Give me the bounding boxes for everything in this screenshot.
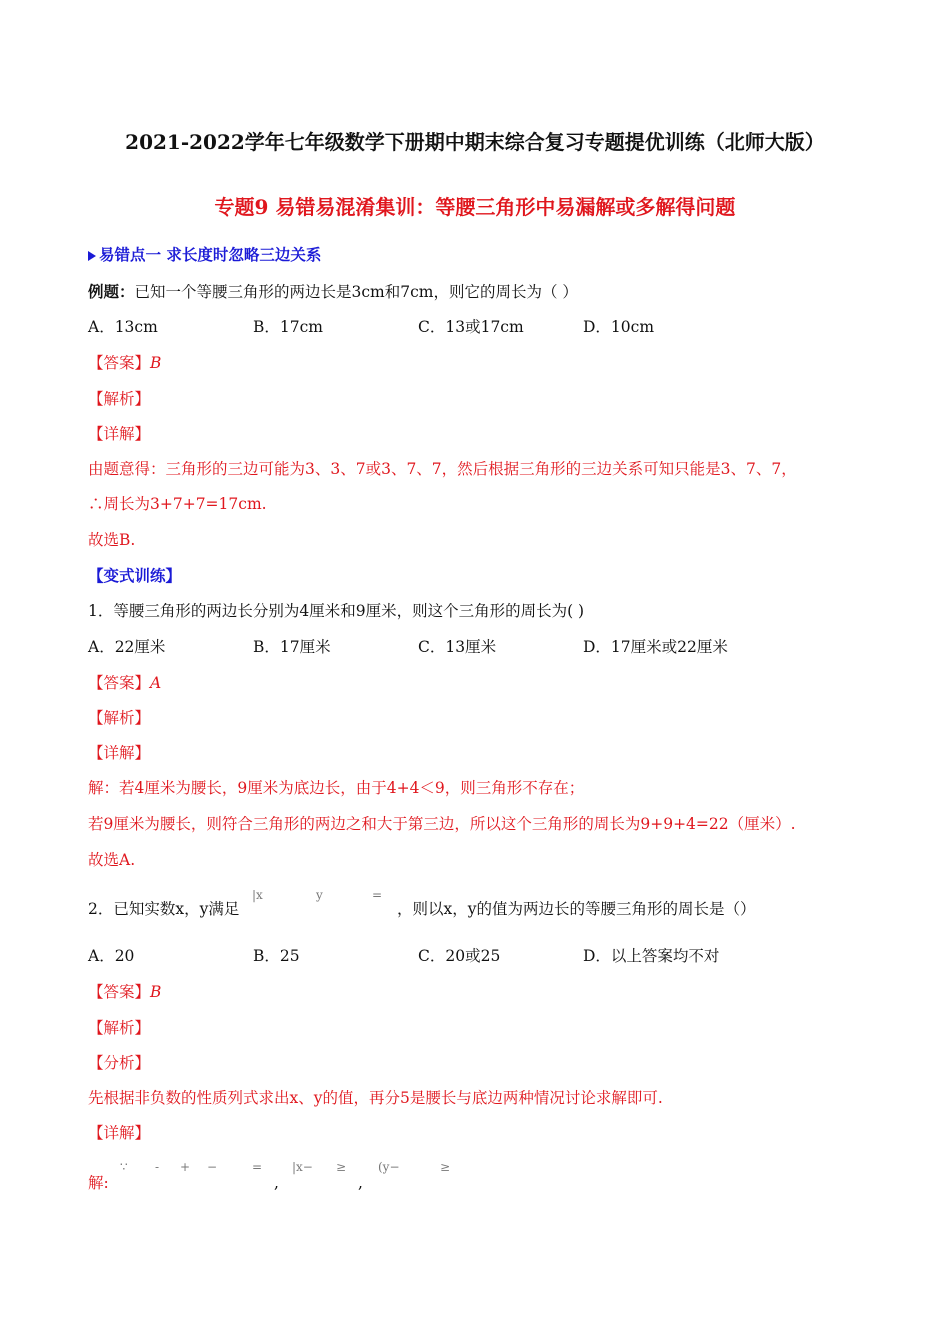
- example-option-b: B．17cm: [253, 318, 323, 336]
- example-detail-line: 由题意得：三角形的三边可能为3、3、7或3、7、7，然后根据三角形的三边关系可知只能是3、7、7，: [88, 460, 797, 478]
- example-option-c: C．13或17cm: [418, 318, 524, 336]
- q1-analysis-label: 【解析】: [88, 709, 151, 727]
- q2-detail-prefix: 解:: [88, 1174, 109, 1192]
- document-title: 2021-2022学年七年级数学下册期中期末综合复习专题提优训练（北师大版）: [125, 130, 825, 154]
- q2-detail-fragment: ∵: [120, 1160, 128, 1174]
- q2-detail-fragment: −: [207, 1160, 218, 1174]
- variant-training-label: 【变式训练】: [88, 566, 182, 585]
- q1-question: 1．等腰三角形的两边长分别为4厘米和9厘米，则这个三角形的周长为( ): [88, 602, 585, 620]
- q2-option-b: B．25: [253, 947, 300, 965]
- q2-detail-fragment: |x−: [292, 1160, 313, 1174]
- q2-detail-fragment: ,: [274, 1174, 279, 1192]
- topic-subtitle: 专题9 易错易混淆集训：等腰三角形中易漏解或多解得问题: [214, 195, 736, 219]
- q2-detail-fragment: =: [252, 1160, 263, 1174]
- q2-fenxi-label: 【分析】: [88, 1054, 151, 1072]
- q2-formula-fragment: =: [372, 888, 383, 902]
- q2-formula-fragment: y: [316, 888, 323, 902]
- q2-detail-fragment: ≥: [440, 1160, 451, 1174]
- q2-question-suffix: ，则以x，y的值为两边长的等腰三角形的周长是（）: [397, 900, 756, 918]
- q1-option-b: B．17厘米: [253, 638, 331, 656]
- example-answer: 【答案】B: [88, 354, 162, 372]
- q2-fenxi-line: 先根据非负数的性质列式求出x、y的值，再分5是腰长与底边两种情况讨论求解即可.: [88, 1089, 663, 1107]
- section-heading: 易错点一 求长度时忽略三边关系: [88, 244, 321, 266]
- q2-detail-fragment: +: [180, 1160, 191, 1174]
- q1-detail-label: 【详解】: [88, 744, 151, 762]
- q1-detail-line: 故选A.: [88, 851, 136, 869]
- example-question: 例题：已知一个等腰三角形的两边长是3cm和7cm，则它的周长为（ ）: [88, 282, 578, 301]
- q1-answer: 【答案】A: [88, 674, 162, 692]
- q2-option-a: A．20: [88, 947, 135, 965]
- q2-detail-fragment: (y−: [378, 1160, 400, 1174]
- q1-detail-line: 解：若4厘米为腰长，9厘米为底边长，由于4+4＜9，则三角形不存在；: [88, 779, 585, 797]
- q2-option-d: D．以上答案均不对: [583, 947, 720, 965]
- q2-detail-fragment: -: [155, 1160, 160, 1174]
- example-option-d: D．10cm: [583, 318, 655, 336]
- q2-option-c: C．20或25: [418, 947, 501, 965]
- q1-option-c: C．13厘米: [418, 638, 497, 656]
- q1-detail-line: 若9厘米为腰长，则符合三角形的两边之和大于第三边，所以这个三角形的周长为9+9+4=22（厘米）.: [88, 815, 796, 833]
- q2-analysis-label: 【解析】: [88, 1019, 151, 1037]
- example-option-a: A．13cm: [88, 318, 158, 336]
- q2-detail-fragment: ,: [358, 1174, 363, 1192]
- example-detail-label: 【详解】: [88, 425, 151, 443]
- q1-option-d: D．17厘米或22厘米: [583, 638, 728, 656]
- q1-option-a: A．22厘米: [88, 638, 166, 656]
- q2-detail-fragment: ≥: [336, 1160, 347, 1174]
- example-detail-line: 故选B.: [88, 531, 136, 549]
- q2-answer: 【答案】B: [88, 983, 162, 1001]
- q2-formula-fragment: |x: [252, 888, 263, 902]
- q2-detail-label: 【详解】: [88, 1124, 151, 1142]
- q2-question-prefix: 2．已知实数x，y满足: [88, 900, 240, 918]
- example-detail-line: ∴周长为3+7+7=17cm.: [88, 495, 267, 513]
- example-analysis-label: 【解析】: [88, 390, 151, 408]
- triangle-bullet-icon: [88, 251, 96, 261]
